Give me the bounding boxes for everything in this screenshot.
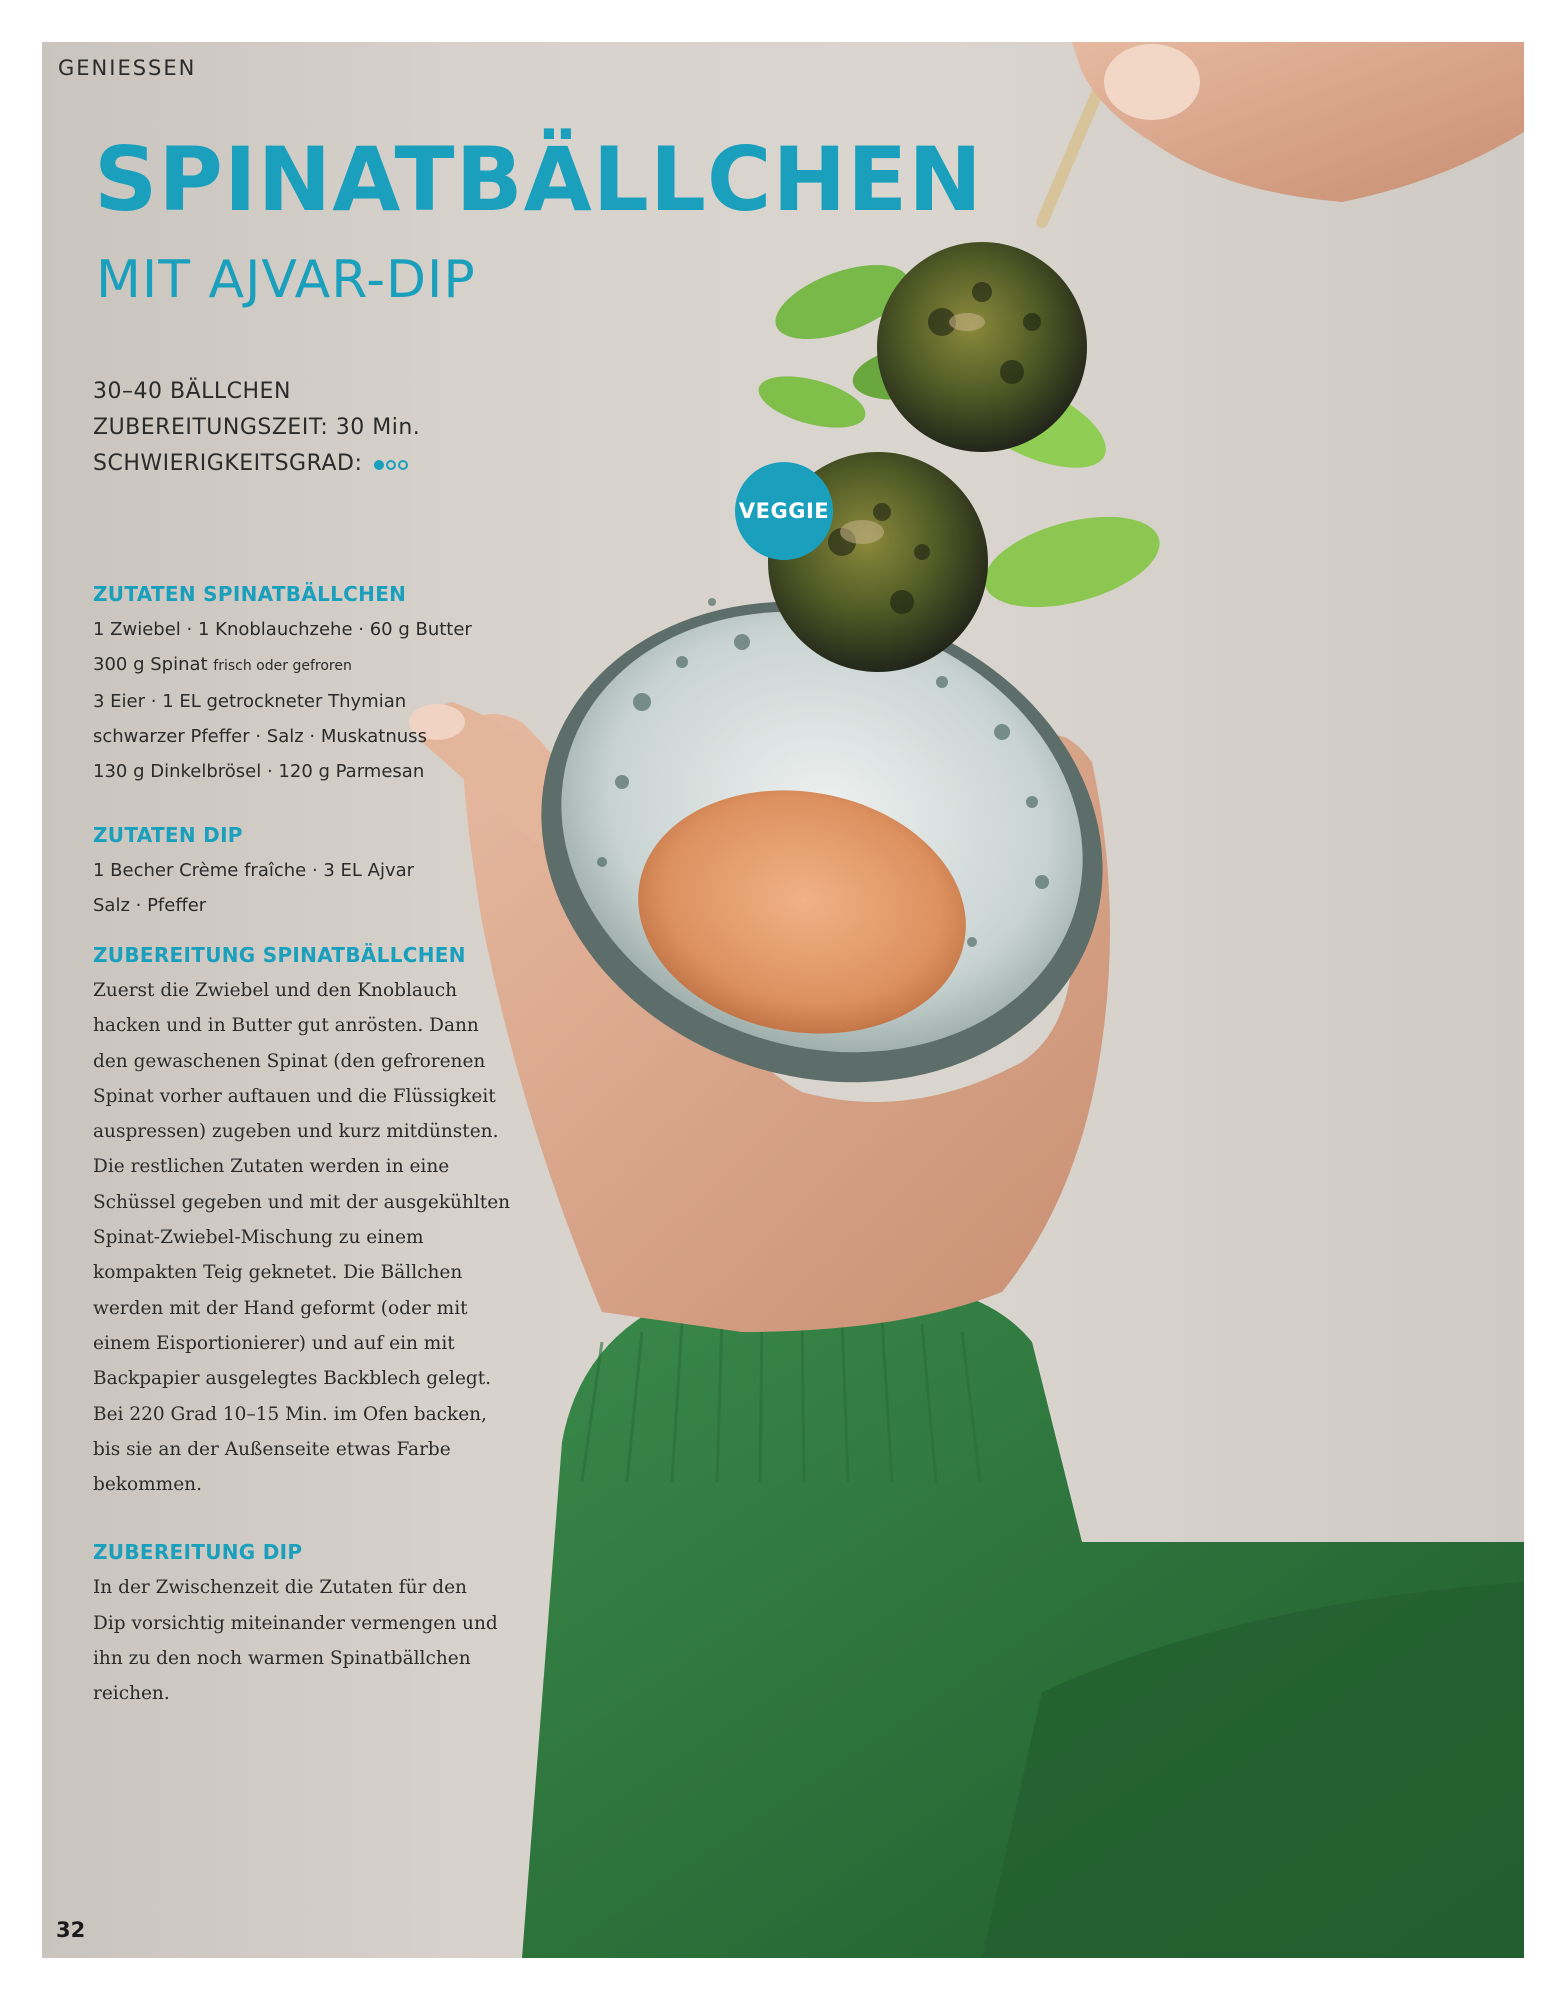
- ingredient-text: 3 Eier · 1 EL getrockneter Thymian: [93, 691, 407, 712]
- ingredient-text: 300 g Spinat: [93, 654, 214, 675]
- prep-line: Dip vorsichtig miteinander vermengen und: [93, 1612, 498, 1634]
- prep-line: den gewaschenen Spinat (den gefrorenen: [93, 1050, 486, 1072]
- difficulty-dot-icon: [374, 460, 384, 470]
- prep-line: einem Eisportionierer) und auf ein mit: [93, 1332, 455, 1354]
- prep-line: bis sie an der Außenseite etwas Farbe: [93, 1438, 451, 1460]
- difficulty-label: SCHWIERIGKEITSGRAD:: [93, 451, 363, 476]
- prep-line: Backpapier ausgelegtes Backblech gelegt.: [93, 1368, 492, 1390]
- recipe-title: SPINATBÄLLCHEN: [94, 128, 983, 231]
- prep-line: werden mit der Hand geformt (oder mit: [93, 1297, 468, 1319]
- difficulty: [93, 446, 420, 482]
- yield: 30–40 BÄLLCHEN: [93, 379, 291, 404]
- prep-line: Schüssel gegeben und mit der ausgekühlten: [93, 1191, 511, 1213]
- ingredient-line: 1 Becher Crème fraîche · 3 EL Ajvar: [93, 860, 415, 881]
- prep-line: bekommen.: [93, 1474, 202, 1496]
- prep-line: Bei 220 Grad 10–15 Min. im Ofen backen,: [93, 1403, 487, 1425]
- prep-line: auspressen) zugeben und kurz mitdünsten.: [93, 1121, 499, 1143]
- difficulty-dot-icon: [386, 460, 396, 470]
- prep-dip-heading: ZUBEREITUNG DIP: [93, 1540, 303, 1565]
- prep-line: reichen.: [93, 1683, 170, 1705]
- ingredients-balls-list: [93, 612, 533, 789]
- ingredients-balls-heading: ZUTATEN SPINATBÄLLCHEN: [93, 582, 407, 606]
- prep-line: Spinat-Zwiebel-Mischung zu einem: [93, 1227, 424, 1249]
- prep-line: In der Zwischenzeit die Zutaten für den: [93, 1577, 467, 1599]
- prep-line: kompakten Teig geknetet. Die Bällchen: [93, 1262, 463, 1284]
- page-number: 32: [56, 1918, 86, 1942]
- ingredient-note: frisch oder gefroren: [213, 658, 352, 674]
- difficulty-dot-icon: [398, 460, 408, 470]
- ingredient-line: [93, 647, 533, 684]
- prep-balls-heading: ZUBEREITUNG SPINATBÄLLCHEN: [93, 943, 466, 967]
- recipe-content: [93, 576, 533, 1712]
- prep-line: ihn zu den noch warmen Spinatbällchen: [93, 1648, 471, 1670]
- ingredient-line: [93, 612, 533, 647]
- ingredient-text: 130 g Dinkelbrösel · 120 g Parmesan: [93, 761, 425, 782]
- ingredients-dip-list: [93, 853, 533, 923]
- prep-time: ZUBEREITUNGSZEIT: 30 Min.: [93, 415, 421, 440]
- difficulty-rating: [374, 446, 410, 482]
- prep-line: Die restlichen Zutaten werden in eine: [93, 1156, 450, 1178]
- ingredient-text: 1 Zwiebel · 1 Knoblauchzehe · 60 g Butter: [93, 619, 472, 640]
- ingredient-line: [93, 684, 533, 719]
- prep-line: Zuerst die Zwiebel und den Knoblauch: [93, 980, 458, 1001]
- prep-line: hacken und in Butter gut anrösten. Dann: [93, 1015, 479, 1037]
- ingredient-line: [93, 754, 533, 789]
- ingredients-dip-heading: ZUTATEN DIP: [93, 823, 243, 847]
- prep-balls-text: [93, 973, 533, 1502]
- recipe-meta: [93, 374, 420, 482]
- veggie-badge: VEGGIE: [735, 462, 833, 560]
- prep-dip-text: [93, 1570, 533, 1711]
- section-label: GENIESSEN: [58, 56, 197, 80]
- ingredient-line: Salz · Pfeffer: [93, 895, 207, 916]
- ingredient-line: [93, 719, 533, 754]
- recipe-subtitle: MIT AJVAR-DIP: [96, 250, 476, 310]
- ingredient-text: schwarzer Pfeffer · Salz · Muskatnuss: [93, 726, 427, 747]
- prep-line: Spinat vorher auftauen und die Flüssigkeit: [93, 1085, 496, 1107]
